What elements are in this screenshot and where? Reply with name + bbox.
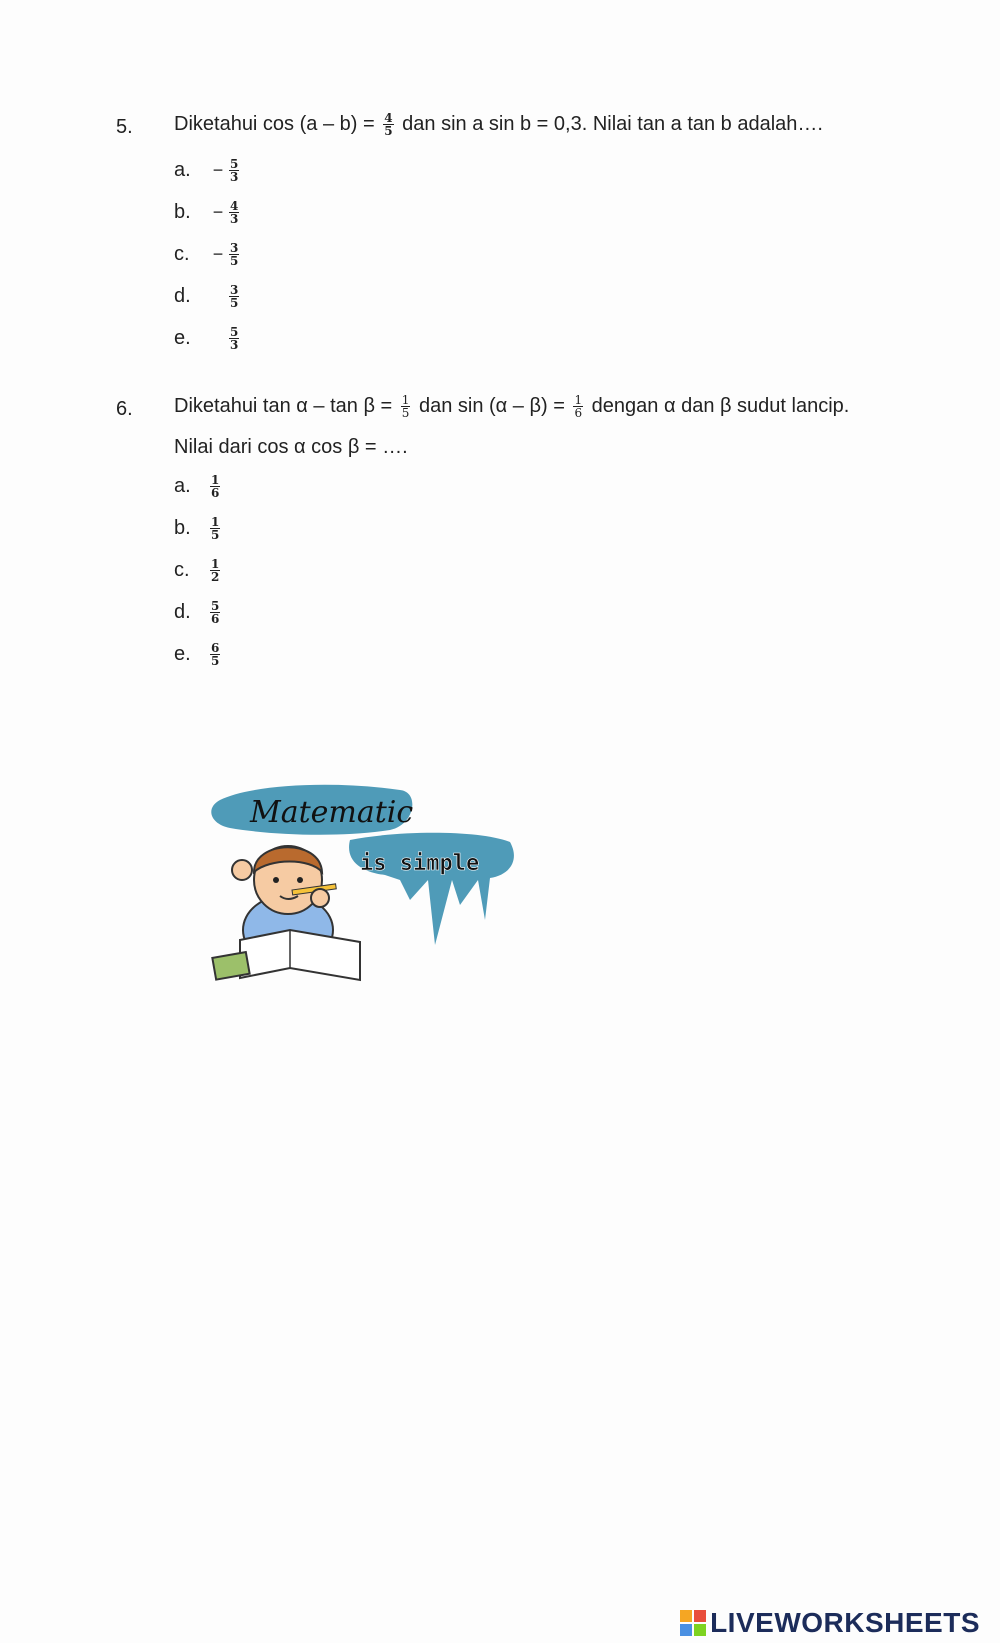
illustration-title: Matematic <box>250 795 414 830</box>
option-b[interactable]: b. − $\frac{4}{3}$ <box>174 198 239 226</box>
liveworksheets-icon <box>680 1610 706 1636</box>
option-a[interactable]: a. − $\frac{5}{3}$ <box>174 156 239 184</box>
option-c[interactable]: c. $\frac{1}{2}$ <box>174 556 220 584</box>
question-5 <box>0 112 1000 362</box>
brand-name: LIVEWORKSHEETS <box>710 1607 980 1638</box>
illustration-subtitle: is simple <box>360 851 480 876</box>
question-stem: Diketahui cos (a – b) = $\frac{4}{5}$ dan sin a sin b = 0,3. Nilai tan a tan b adalah…. <box>174 111 823 138</box>
stem-fraction: $\frac{4}{5}$ <box>384 111 393 138</box>
option-a[interactable]: a. $\frac{1}{6}$ <box>174 472 220 500</box>
option-e[interactable]: e. $\frac{5}{3}$ <box>174 324 239 352</box>
stem-fraction-2: $\frac{1}{6}$ <box>574 393 583 420</box>
stem-fraction-1: $\frac{1}{5}$ <box>401 393 410 420</box>
student-studying-clipart <box>210 780 540 1020</box>
question-number: 5. <box>116 116 133 138</box>
option-c[interactable]: c. − $\frac{3}{5}$ <box>174 240 239 268</box>
question-6 <box>0 394 1000 684</box>
question-stem: Diketahui tan α – tan β = $\frac{1}{5}$ dan sin (α – β) = $\frac{1}{6}$ dengan α dan β sudut lancip. <box>174 393 850 420</box>
question-stem-line2: Nilai dari cos α cos β = …. <box>174 436 408 458</box>
option-d[interactable]: d. $\frac{5}{6}$ <box>174 598 220 626</box>
option-b[interactable]: b. $\frac{1}{5}$ <box>174 514 220 542</box>
matematic-illustration <box>210 780 540 1020</box>
option-d[interactable]: d. $\frac{3}{5}$ <box>174 282 239 310</box>
question-number: 6. <box>116 398 133 420</box>
option-e[interactable]: e. $\frac{6}{5}$ <box>174 640 220 668</box>
liveworksheets-logo[interactable] <box>680 1607 980 1639</box>
